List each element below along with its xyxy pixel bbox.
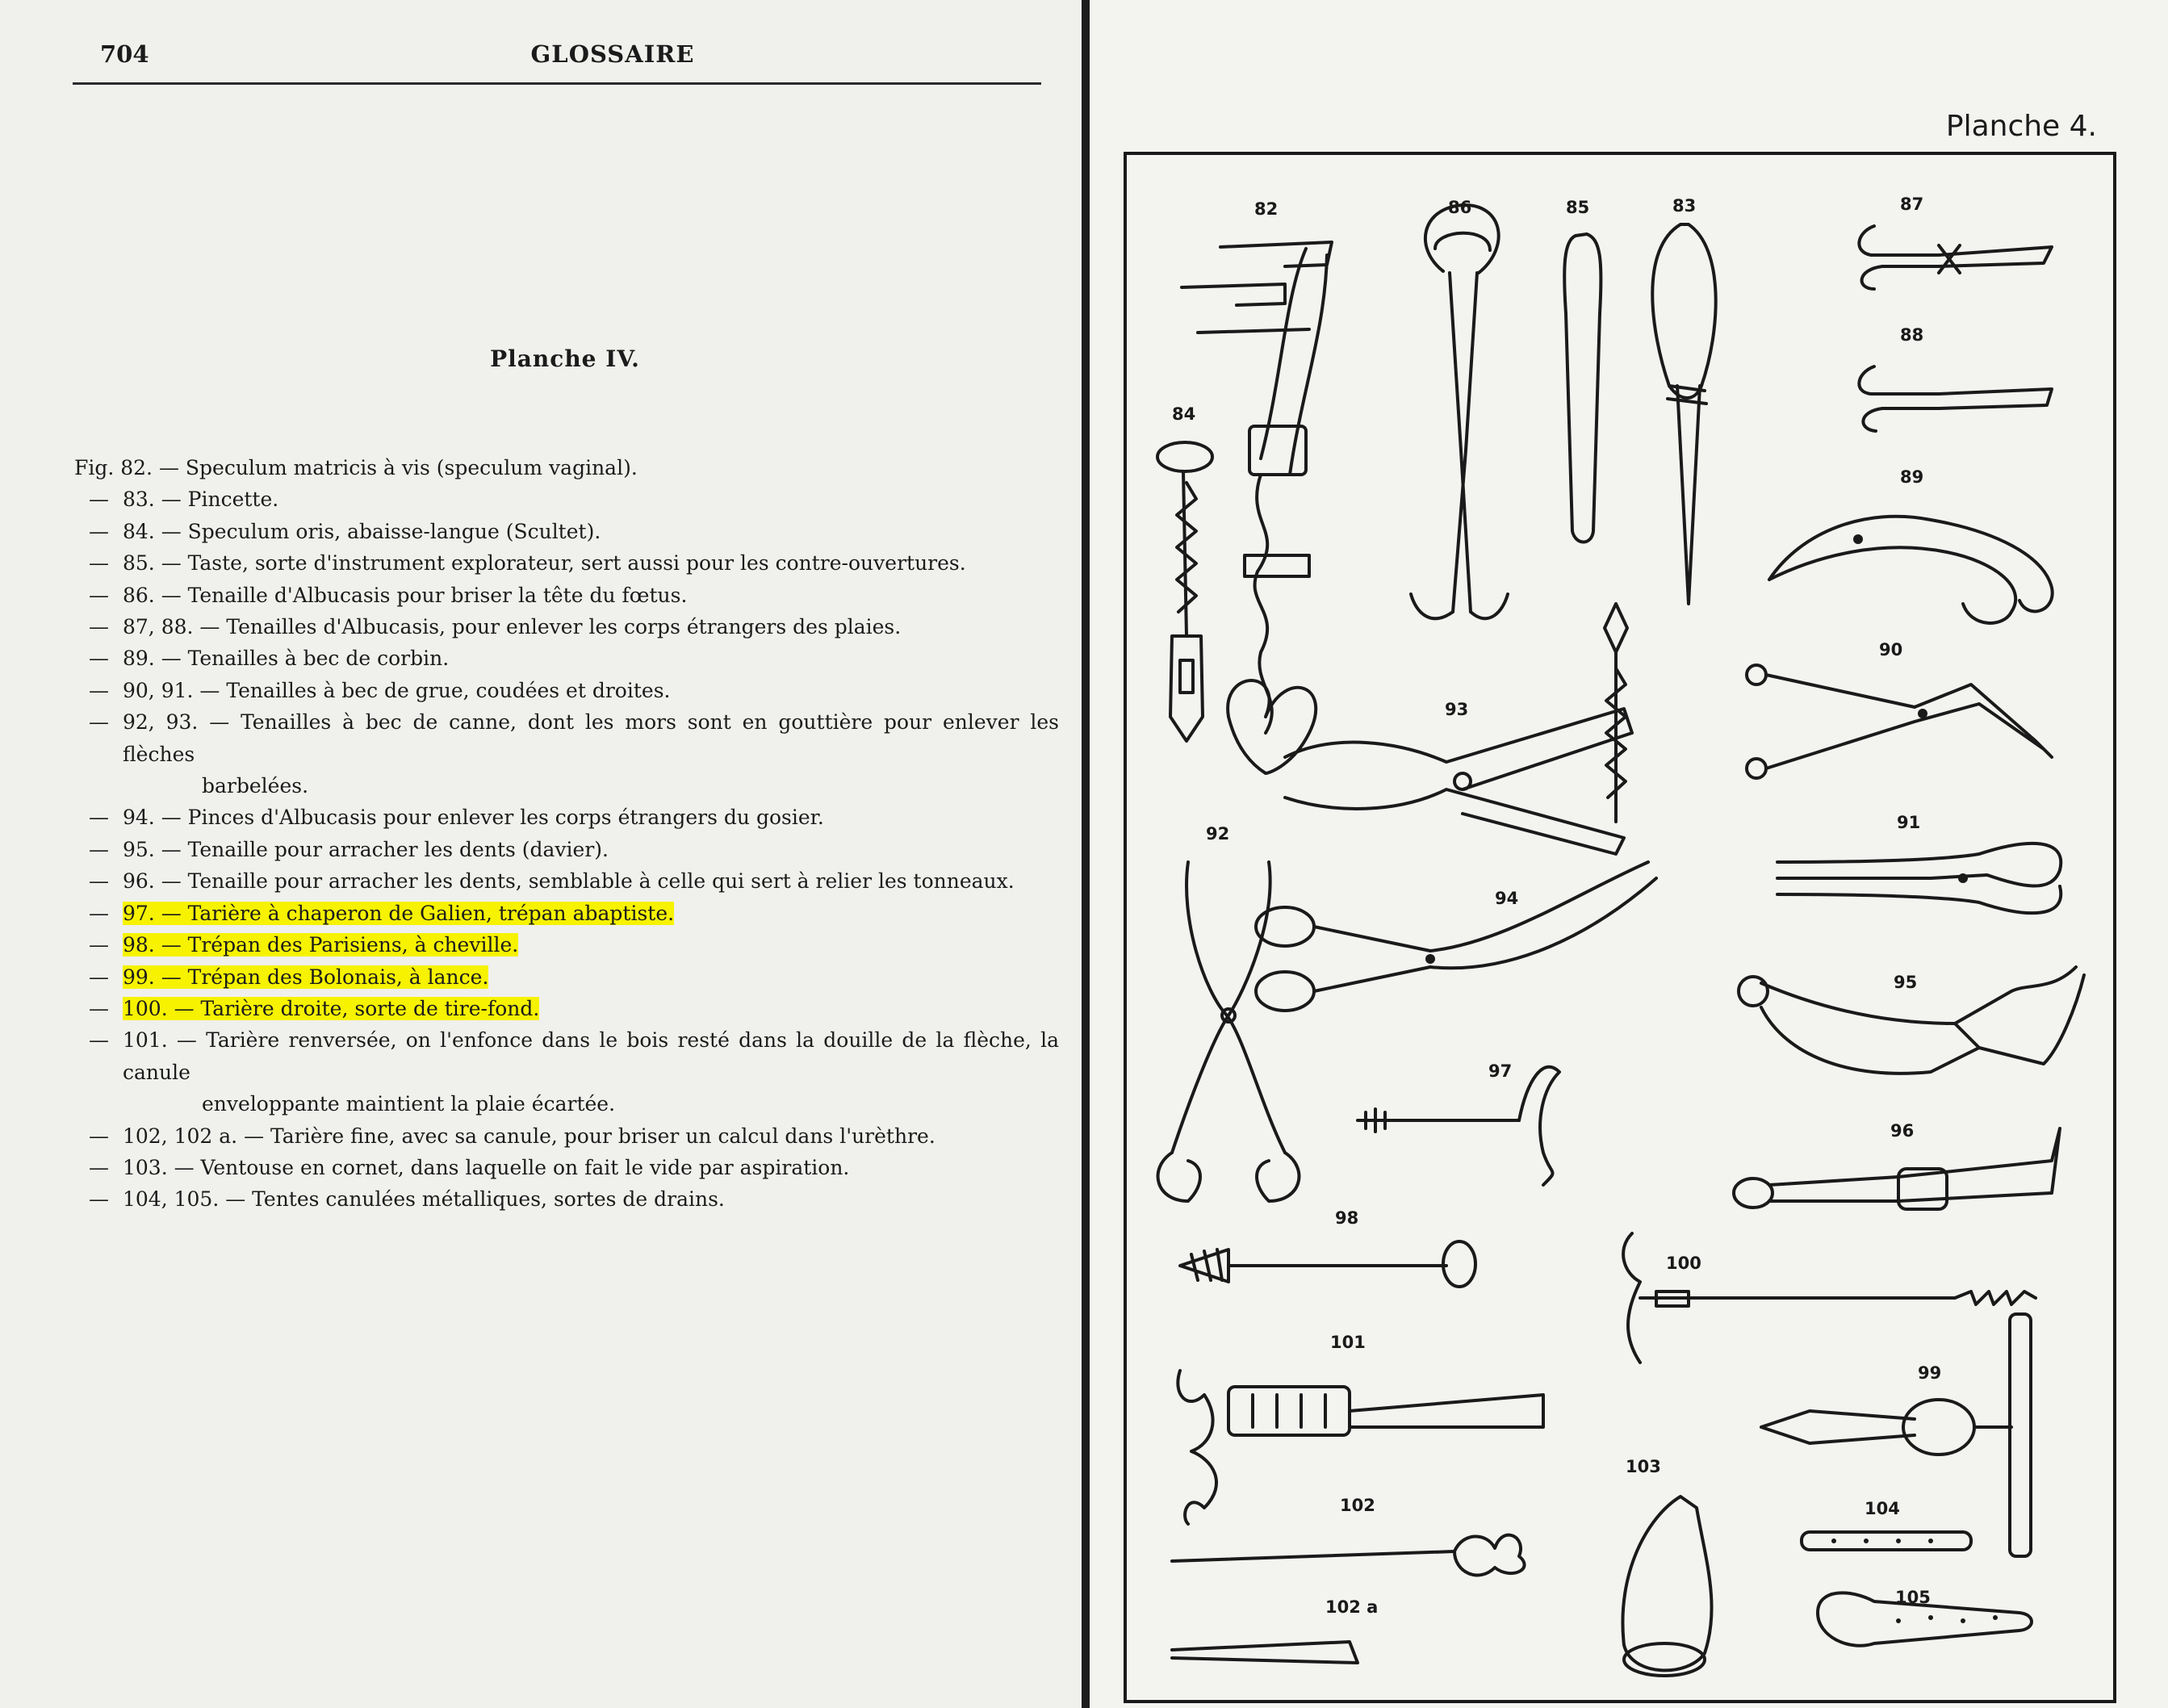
running-title: GLOSSAIRE bbox=[530, 40, 695, 68]
page-number: 704 bbox=[100, 40, 149, 68]
caption-item bbox=[74, 675, 1059, 706]
caption-continuation: enveloppante maintient la plaie écartée. bbox=[202, 1092, 616, 1116]
albucasis-forceps-illustration bbox=[1411, 205, 1508, 618]
barrel-dental-forceps-illustration bbox=[1734, 1128, 2060, 1209]
caption-item bbox=[74, 865, 1059, 897]
caption-continuation: barbelées. bbox=[202, 774, 309, 798]
caption-dash: — bbox=[89, 583, 109, 607]
caption-text: 100. — Tarière droite, sorte de tire-fond. bbox=[123, 996, 540, 1020]
caption-dash: — bbox=[89, 933, 109, 957]
caption-list bbox=[74, 452, 1059, 1216]
plate-label: Planche 4. bbox=[1945, 110, 2097, 143]
figure-number-100: 100 bbox=[1666, 1254, 1701, 1273]
caption-item bbox=[74, 834, 1059, 865]
straight-auger-illustration bbox=[1623, 1233, 2036, 1363]
caption-dash: — bbox=[89, 901, 109, 925]
caption-dash: — bbox=[89, 647, 109, 671]
figure-number-99: 99 bbox=[1918, 1363, 1942, 1383]
figure-number-87: 87 bbox=[1900, 195, 1924, 214]
figure-number-83: 83 bbox=[1672, 196, 1697, 216]
caption-text: 101. — Tarière renversée, on l'enfonce dans le bois resté dans la douille de la flèche, la canule bbox=[123, 1028, 1059, 1084]
caption-dash: — bbox=[89, 615, 109, 639]
caption-text: 84. — Speculum oris, abaisse-langue (Scultet). bbox=[123, 519, 601, 543]
header-rule bbox=[73, 82, 1041, 85]
figure-number-103: 103 bbox=[1626, 1457, 1661, 1476]
caption-item bbox=[74, 802, 1059, 833]
tongue-depressor-illustration bbox=[1157, 442, 1212, 741]
caption-text: 82. — Speculum matricis à vis (speculum vaginal). bbox=[120, 456, 638, 479]
caption-text: 96. — Tenaille pour arracher les dents, semblable à celle qui sert à relier les tonneaux. bbox=[123, 869, 1015, 894]
running-head bbox=[100, 40, 1044, 73]
caption-text: 99. — Trépan des Bolonais, à lance. bbox=[123, 965, 489, 989]
figure-number-104: 104 bbox=[1865, 1499, 1900, 1518]
caption-dash: — bbox=[89, 488, 109, 512]
figure-number-86: 86 bbox=[1448, 198, 1472, 217]
figure-number-88: 88 bbox=[1900, 325, 1924, 345]
caption-dash: — bbox=[89, 519, 109, 543]
bolognese-trephine-illustration bbox=[1761, 1314, 2031, 1556]
caption-item bbox=[74, 1152, 1059, 1183]
figure-number-97: 97 bbox=[1488, 1061, 1513, 1081]
figure-number-82: 82 bbox=[1254, 199, 1279, 219]
caption-item bbox=[74, 929, 1059, 961]
caption-item bbox=[74, 611, 1059, 643]
caption-item bbox=[74, 516, 1059, 547]
figure-number-92: 92 bbox=[1206, 824, 1230, 844]
caption-dash: — bbox=[89, 806, 109, 830]
instrument-plate-illustration bbox=[1124, 152, 2116, 1703]
figure-number-102a: 102 a bbox=[1325, 1597, 1379, 1617]
figure-number-85: 85 bbox=[1566, 198, 1590, 217]
figure-number-84: 84 bbox=[1172, 404, 1196, 424]
figure-number-94: 94 bbox=[1495, 889, 1519, 908]
crane-beak-forceps-straight-illustration bbox=[1777, 844, 2061, 913]
caption-dash: — bbox=[89, 678, 109, 702]
caption-dash: — bbox=[89, 710, 109, 735]
book-gutter bbox=[1082, 0, 1090, 1708]
caption-item bbox=[74, 993, 1059, 1024]
caption-dash: — bbox=[89, 1028, 109, 1053]
caption-text: 85. — Taste, sorte d'instrument explorateur, sert aussi pour les contre-ouvertures. bbox=[123, 551, 966, 576]
caption-dash: — bbox=[89, 1155, 109, 1179]
figure-number-89: 89 bbox=[1900, 467, 1924, 487]
caption-item bbox=[74, 1120, 1059, 1152]
caption-text: 92, 93. — Tenailles à bec de canne, dont les mors sont en gouttière pour enlever les flèches bbox=[123, 710, 1059, 766]
caption-text: 94. — Pinces d'Albucasis pour enlever les corps étrangers du gosier. bbox=[123, 806, 824, 830]
crow-beak-forceps-illustration bbox=[1769, 517, 2053, 623]
fine-auger-illustration bbox=[1172, 1535, 1525, 1576]
caption-dash: — bbox=[89, 869, 109, 894]
speculum-with-screw-illustration bbox=[1182, 242, 1332, 773]
figure-number-102: 102 bbox=[1340, 1496, 1375, 1515]
small-forceps-illustration bbox=[1859, 226, 2052, 431]
caption-item bbox=[74, 706, 1059, 802]
caption-dash: — bbox=[89, 837, 109, 861]
crane-beak-forceps-bent-illustration bbox=[1747, 665, 2052, 778]
caption-text: 104, 105. — Tentes canulées métalliques, sortes de drains. bbox=[123, 1187, 725, 1212]
caption-text: 102, 102 a. — Tarière fine, avec sa canule, pour briser un calcul dans l'urèthre. bbox=[123, 1124, 935, 1148]
caption-text: 98. — Trépan des Parisiens, à cheville. bbox=[123, 933, 519, 957]
caption-item bbox=[74, 452, 1059, 484]
caption-text: 103. — Ventouse en cornet, dans laquelle on fait le vide par aspiration. bbox=[123, 1155, 850, 1179]
caption-item bbox=[74, 1024, 1059, 1120]
caption-item bbox=[74, 547, 1059, 579]
caption-item bbox=[74, 898, 1059, 929]
caption-text: 86. — Tenaille d'Albucasis pour briser la tête du fœtus. bbox=[123, 583, 688, 607]
figure-number-95: 95 bbox=[1894, 973, 1918, 992]
figure-number-90: 90 bbox=[1879, 640, 1903, 659]
duck-beak-forceps-screw-illustration bbox=[1285, 604, 1632, 854]
caption-text: 90, 91. — Tenailles à bec de grue, coudées et droites. bbox=[123, 678, 671, 702]
tweezers-illustration bbox=[1652, 224, 1715, 604]
caption-item bbox=[74, 484, 1059, 515]
figure-number-105: 105 bbox=[1895, 1588, 1931, 1607]
caption-dash: — bbox=[89, 996, 109, 1020]
figure-number-101: 101 bbox=[1330, 1333, 1366, 1352]
caption-text: 95. — Tenaille pour arracher les dents (davier). bbox=[123, 837, 609, 861]
caption-item bbox=[74, 961, 1059, 993]
throat-forceps-illustration bbox=[1256, 862, 1656, 1011]
cannula-illustration bbox=[1172, 1642, 1358, 1663]
caption-dash: — bbox=[89, 551, 109, 576]
caption-text: 87, 88. — Tenailles d'Albucasis, pour enlever les corps étrangers des plaies. bbox=[123, 615, 902, 639]
caption-item bbox=[74, 1183, 1059, 1215]
cupping-horn-illustration bbox=[1622, 1497, 1711, 1676]
caption-dash: — bbox=[89, 965, 109, 989]
figure-number-98: 98 bbox=[1335, 1208, 1359, 1228]
left-page bbox=[0, 0, 1082, 1708]
caption-dash: — bbox=[89, 1187, 109, 1212]
scissors-forceps-illustration bbox=[1158, 862, 1300, 1201]
caption-text: 97. — Tarière à chaperon de Galien, trépan abaptiste. bbox=[123, 901, 675, 925]
plate-heading: Planche IV. bbox=[490, 345, 640, 372]
figure-number-93: 93 bbox=[1445, 700, 1469, 719]
galen-trephine-illustration bbox=[1358, 1067, 1559, 1185]
caption-item bbox=[74, 643, 1059, 674]
caption-lead: Fig. bbox=[74, 456, 121, 479]
parisian-trephine-illustration bbox=[1180, 1241, 1475, 1287]
caption-text: 83. — Pincette. bbox=[123, 488, 279, 512]
caption-dash: — bbox=[89, 1124, 109, 1148]
caption-text: 89. — Tenailles à bec de corbin. bbox=[123, 647, 450, 671]
figure-number-96: 96 bbox=[1890, 1121, 1915, 1141]
probe-illustration bbox=[1564, 234, 1601, 542]
figure-number-91: 91 bbox=[1897, 813, 1921, 832]
caption-item bbox=[74, 580, 1059, 611]
